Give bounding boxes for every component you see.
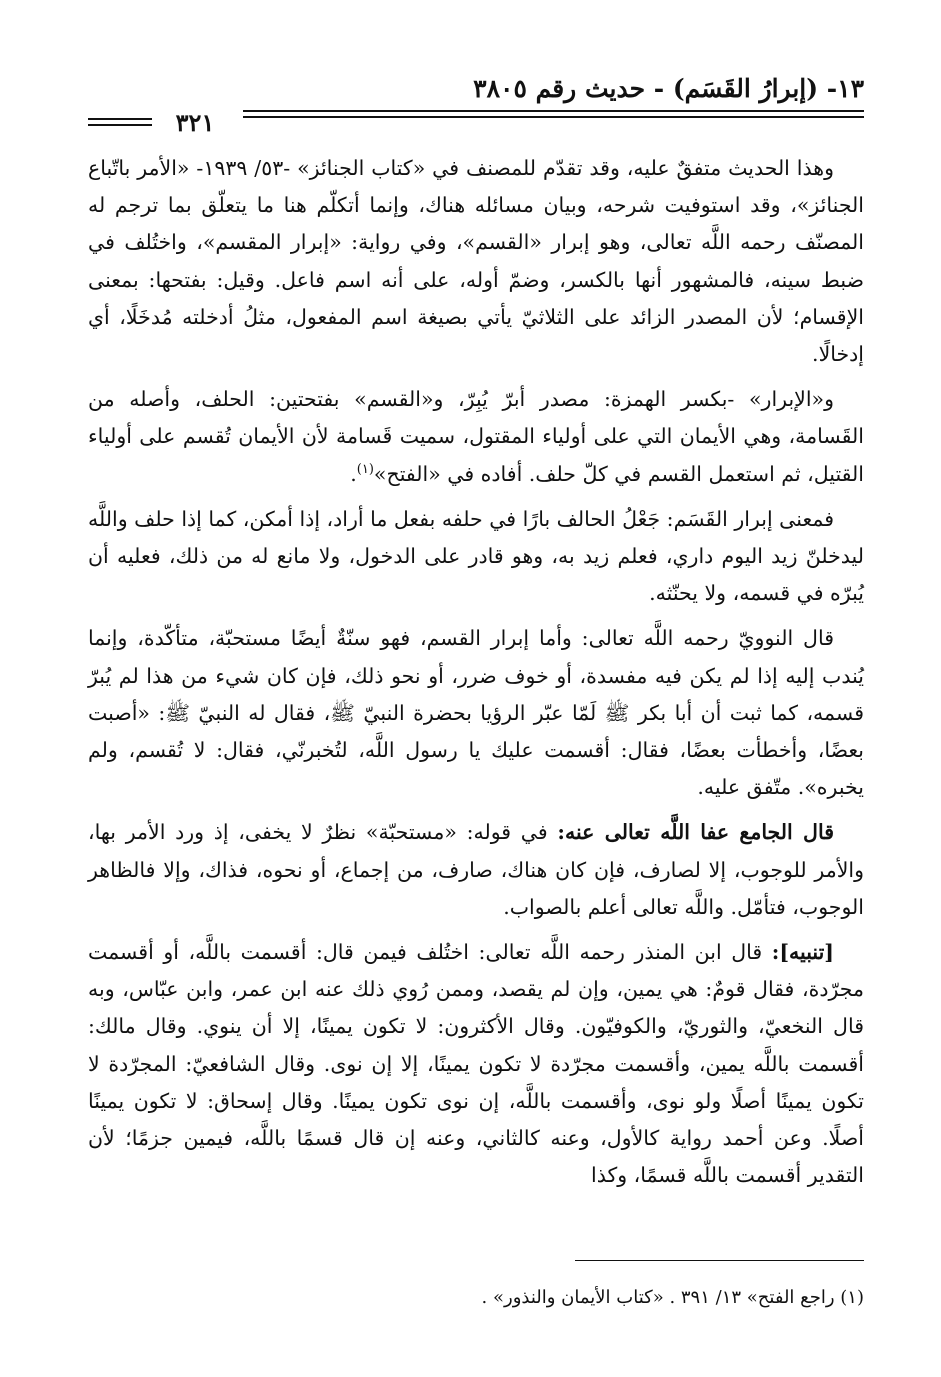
- paragraph-6: [88, 934, 864, 1194]
- paragraph-2-tail: .: [350, 461, 357, 486]
- header-rule: [243, 110, 864, 112]
- page-number-rule-double: [88, 124, 152, 126]
- paragraph-2-text: و«الإبرار» -بكسر الهمزة: مصدر أبرّ يُبِرّ، و«القسم» بفتحتين: الحلف، وأصله من القَسامة، وهي الأيمان التي على أولياء المقتول، سميت قَسامة لأن الأيمان تُقسم على أولياء القتيل، ثم استعمل القسم في كلّ حلف. أفاده في «الفتح»: [88, 387, 864, 486]
- paragraph-6-text: قال ابن المنذر رحمه اللَّه تعالى: اختُلف فيمن قال: أقسمت باللَّه، أو أقسمت مجرّدة، فقال قومٌ: هي يمين، وإن لم يقصد، وممن رُوي ذلك عنه ابن عمر، وابن عبّاس، وبه قال النخعيّ، والثوريّ، والكوفيّون. وقال الأكثرون: لا تكون يمينًا، إلا أن ينوي. وقال مالك: أقسمت باللَّه يمين، وأقسمت مجرّدة لا تكون يمينًا، إلا إن نوى. وقال الشافعيّ: المجرّدة لا تكون يمينًا أصلًا ولو نوى، وأقسمت باللَّه، إن نوى تكون يمينًا. وقال إسحاق: لا تكون يمينًا أصلًا. وعن أحمد رواية كالأول، وعنه كالثاني، وعنه إن قال قسمًا باللَّه، فيمين جزمًا؛ لأن التقدير أقسمت باللَّه قسمًا، وكذا: [88, 940, 864, 1188]
- paragraph-4: قال النوويّ رحمه اللَّه تعالى: وأما إبرار القسم، فهو سنّةٌ أيضًا مستحبّة، متأكّدة، وإنما يُندب إليه إذا لم يكن فيه مفسدة، أو خوف ضرر، أو نحو ذلك، فإن كان شيء من هذا لم يُبرّ قسمه، كما ثبت أن أبا بكر ﷺ لَمّا عبّر الرؤيا بحضرة النبيّ ﷺ، فقال له النبيّ ﷺ: «أصبت بعضًا، وأخطأت بعضًا، فقال: أقسمت عليك يا رسول اللَّه، لتُخبرنّي، فقال: لا تُقسم، ولم يخبره». متّفق عليه.: [88, 626, 864, 800]
- paragraph-5: [88, 814, 864, 926]
- body-text: [88, 150, 864, 1202]
- paragraph-6-lead: [تنبيه]:: [771, 940, 834, 965]
- paragraph-2: [88, 381, 864, 493]
- running-header: ١٣- (إبرارُ القَسَم) - حديث رقم ٣٨٠٥: [473, 74, 864, 103]
- footnote-ref[interactable]: (١): [356, 461, 374, 477]
- footnote-rule: [575, 1260, 864, 1261]
- paragraph-5-lead: قال الجامع عفا اللَّه تعالى عنه:: [557, 820, 834, 845]
- page-number: ٣٢١: [175, 108, 215, 137]
- paragraph-3: فمعنى إبرار القَسَم: جَعْلُ الحالف بارًا في حلفه بفعل ما أراد، إذا أمكن، كما إذا حلف واللَّه ليدخلنّ زيد اليوم داري، فعلم زيد به، وهو قادر على الدخول، ولا مانع له من ذلك، فعليه أن يُبرّه في قسمه، ولا يحنّثه.: [88, 506, 864, 606]
- header-rule-double: [243, 116, 864, 118]
- paragraph-5-text: في قوله: «مستحبّة» نظرٌ لا يخفى، إذ ورد الأمر بها، والأمر للوجوب، إلا لصارف، فإن كان هناك، صارف، من إجماع، أو نحوه، فذاك، وإلا فالظاهر الوجوب، فتأمّل. واللَّه تعالى أعلم بالصواب.: [88, 820, 864, 919]
- paragraph-1: وهذا الحديث متفقٌ عليه، وقد تقدّم للمصنف في «كتاب الجنائز» -٥٣/ ١٩٣٩- «الأمر باتّباع الجنائز»، وقد استوفيت شرحه، وبيان مسائله هناك، وإنما أتكلّم هنا ما يتعلّق بما ترجم له المصنّف رحمه اللَّه تعالى، وهو إبرار «القسم»، وفي رواية: «إبرار المقسم»، واختُلف في ضبط سينه، فالمشهور أنها بالكسر، وضمّ أوله، على أنه اسم فاعل. وقيل: بفتحها: بمعنى الإقسام؛ لأن المصدر الزائد على الثلاثيّ يأتي بصيغة اسم المفعول، مثلُ أدخلته مُدخَلًا، أي إدخالًا.: [88, 156, 864, 367]
- footnote: (١) راجع الفتح» ١٣/ ٣٩١ . «كتاب الأيمان والنذور» .: [481, 1287, 864, 1308]
- page-number-rule: [88, 118, 152, 120]
